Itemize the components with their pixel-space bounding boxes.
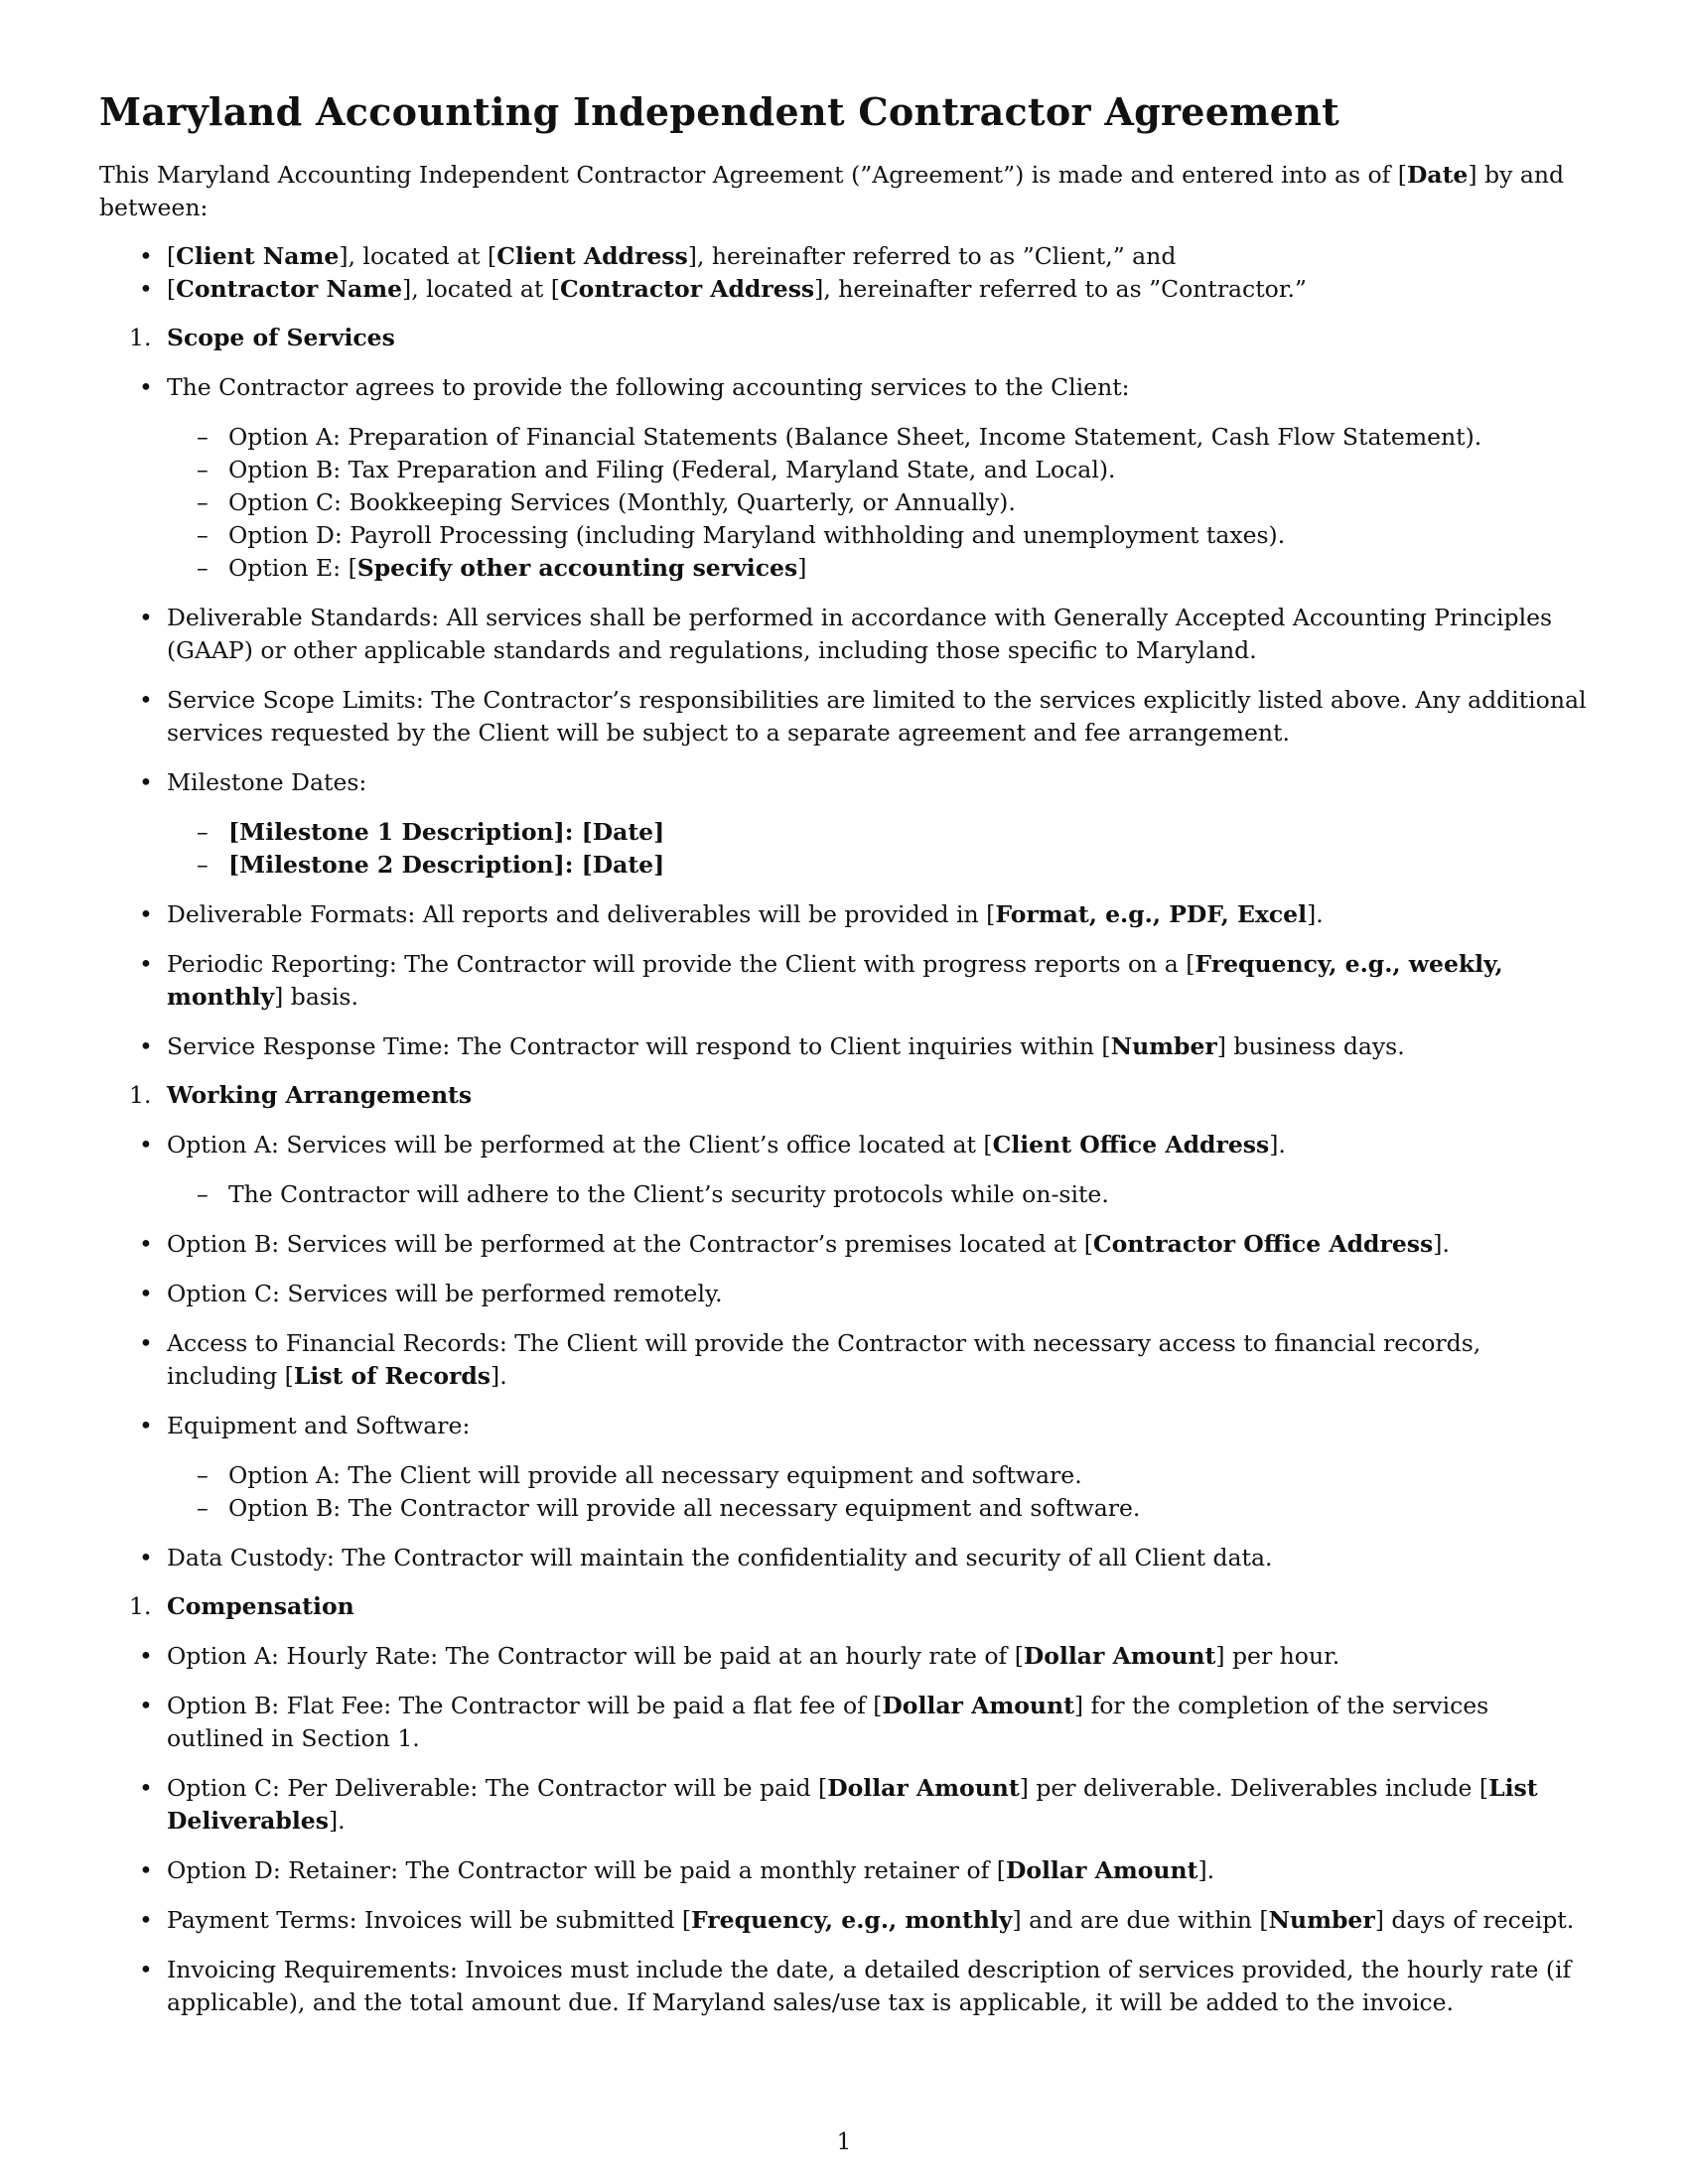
- list-item: – [Milestone 2 Description]: [Date]: [99, 849, 1589, 882]
- list-item: • Access to Financial Records: The Client will provide the Contractor with necessary access to financial records, including [List of Records].: [99, 1327, 1589, 1393]
- list-item: • Service Scope Limits: The Contractor’s responsibilities are limited to the services explicitly listed above. Any additional services requested by the Client will be subject to a separate agreement and fee arrangement.: [99, 684, 1589, 750]
- list-item: – Option C: Bookkeeping Services (Monthly, Quarterly, or Annually).: [99, 486, 1589, 519]
- list-item: • Option B: Flat Fee: The Contractor will be paid a flat fee of [Dollar Amount] for the completion of the services outlined in Section 1.: [99, 1690, 1589, 1755]
- list-item: • Periodic Reporting: The Contractor will provide the Client with progress reports on a [Frequency, e.g., weekly, monthly] basis.: [99, 948, 1589, 1014]
- milestones-list: [99, 816, 1589, 882]
- section-heading-working-arrangements: 1. Working Arrangements: [129, 1081, 473, 1109]
- list-item: • Deliverable Standards: All services shall be performed in accordance with Generally Accepted Accounting Principles (GAAP) or other applicable standards and regulations, including those specific to Maryland.: [99, 602, 1589, 667]
- section-heading-compensation: 1. Compensation: [129, 1592, 354, 1620]
- list-item: – Option A: The Client will provide all necessary equipment and software.: [99, 1459, 1589, 1492]
- list-item: – Option B: Tax Preparation and Filing (Federal, Maryland State, and Local).: [99, 454, 1589, 486]
- parties-list: [99, 240, 1589, 306]
- list-item: – Option B: The Contractor will provide all necessary equipment and software.: [99, 1492, 1589, 1525]
- service-options-list: [99, 421, 1589, 585]
- list-item: • Option C: Services will be performed remotely.: [99, 1278, 1589, 1310]
- list-item: • Payment Terms: Invoices will be submitted [Frequency, e.g., monthly] and are due within [Number] days of receipt.: [99, 1904, 1589, 1937]
- list-item: – Option A: Preparation of Financial Statements (Balance Sheet, Income Statement, Cash Flow Statement).: [99, 421, 1589, 454]
- list-item: • Option C: Per Deliverable: The Contractor will be paid [Dollar Amount] per deliverable. Deliverables include [List Deliverables].: [99, 1772, 1589, 1838]
- list-item: • Option B: Services will be performed at the Contractor’s premises located at [Contractor Office Address].: [99, 1228, 1589, 1261]
- document-body: [99, 159, 1589, 2019]
- list-item: • Service Response Time: The Contractor will respond to Client inquiries within [Number] business days.: [99, 1030, 1589, 1063]
- intro-paragraph: This Maryland Accounting Independent Contractor Agreement (”Agreement”) is made and entered into as of [Date] by and between:: [99, 161, 1565, 221]
- list-item: – Option D: Payroll Processing (including Maryland withholding and unemployment taxes).: [99, 519, 1589, 552]
- list-item: • Invoicing Requirements: Invoices must include the date, a detailed description of services provided, the hourly rate (if applicable), and the total amount due. If Maryland sales/use tax is applicable, it will be added to the invoice.: [99, 1954, 1589, 2019]
- list-item: • Data Custody: The Contractor will maintain the confidentiality and security of all Client data.: [99, 1542, 1589, 1574]
- list-item: – Option E: [Specify other accounting services]: [99, 552, 1589, 585]
- list-item: • Option D: Retainer: The Contractor will be paid a monthly retainer of [Dollar Amount].: [99, 1854, 1589, 1887]
- document-page: [99, 0, 1589, 2184]
- sub-list: [99, 1178, 1589, 1211]
- list-item: • Option A: Services will be performed at the Client’s office located at [Client Office Address].: [99, 1129, 1589, 1161]
- list-item: • Option A: Hourly Rate: The Contractor will be paid at an hourly rate of [Dollar Amount] per hour.: [99, 1640, 1589, 1673]
- section-heading-scope: 1. Scope of Services: [129, 324, 395, 351]
- list-item: • Milestone Dates:: [99, 766, 1589, 799]
- list-item: • Equipment and Software:: [99, 1410, 1589, 1442]
- document-title: Maryland Accounting Independent Contractor Agreement: [99, 89, 1340, 134]
- list-item: – The Contractor will adhere to the Client’s security protocols while on-site.: [99, 1178, 1589, 1211]
- list-item: – [Milestone 1 Description]: [Date]: [99, 816, 1589, 849]
- page-number: 1: [836, 2129, 852, 2155]
- party-client: • [Client Name], located at [Client Address], hereinafter referred to as ”Client,” and: [99, 240, 1589, 273]
- list-item: • The Contractor agrees to provide the following accounting services to the Client:: [99, 371, 1589, 404]
- party-contractor: • [Contractor Name], located at [Contractor Address], hereinafter referred to as ”Contractor.”: [99, 273, 1589, 306]
- list-item: • Deliverable Formats: All reports and deliverables will be provided in [Format, e.g., PDF, Excel].: [99, 898, 1589, 931]
- equipment-list: [99, 1459, 1589, 1525]
